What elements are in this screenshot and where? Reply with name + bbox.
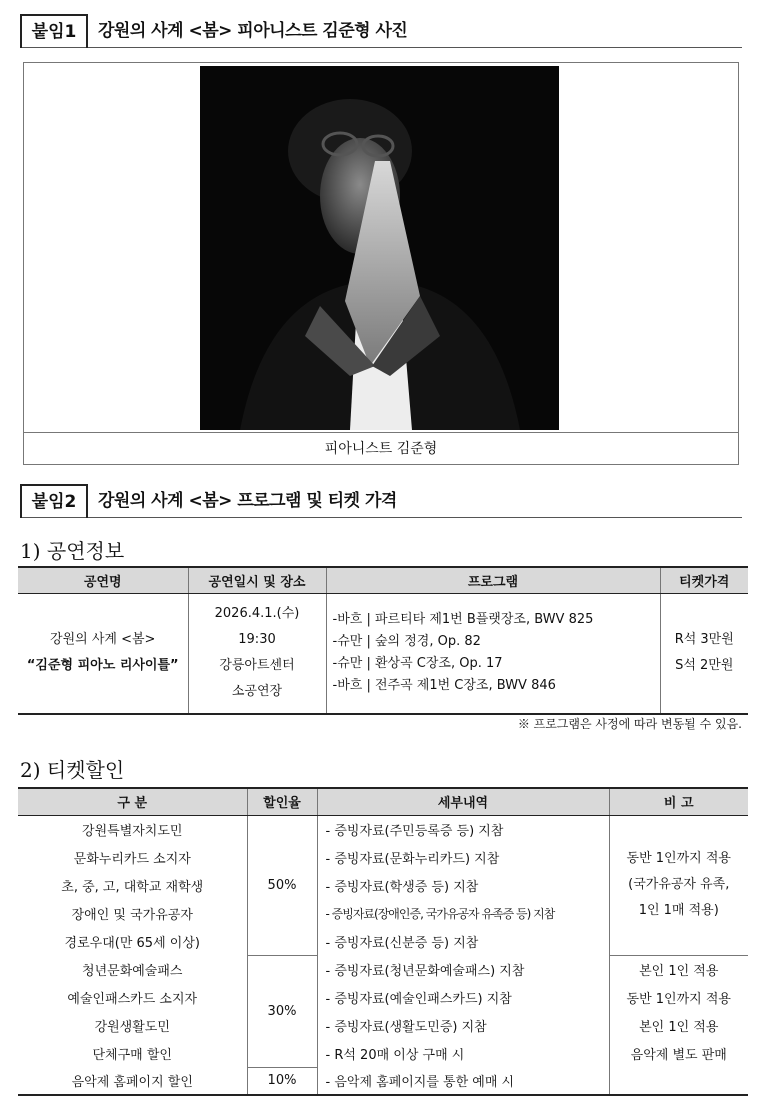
perf-col-program: 프로그램	[326, 567, 660, 593]
disc-category: 음악제 홈페이지 할인	[18, 1067, 247, 1095]
section1-header	[20, 14, 742, 48]
disc-category: 예술인패스카드 소지자	[67, 991, 198, 1007]
disc-rate-30: 30%	[247, 955, 317, 1067]
table-row	[18, 955, 748, 983]
perf-time: 19:30	[238, 632, 276, 648]
perf-name-line2: “김준형 피아노 리사이틀”	[26, 658, 179, 674]
perf-venue1: 강릉아트센터	[219, 658, 295, 674]
disc-detail: - 증빙자료(장애인증, 국가유공자 유족증 등) 지참	[317, 899, 609, 927]
perf-venue2: 소공연장	[231, 684, 283, 700]
disc-detail: - 증빙자료(생활도민증) 지참	[317, 1011, 609, 1039]
disc-detail: - 증빙자료(학생증 등) 지참	[317, 871, 609, 899]
perf-heading: 1) 공연정보	[20, 539, 125, 563]
perf-col-price: 티켓가격	[660, 567, 748, 593]
perf-price-cell	[660, 593, 748, 714]
disc-note-c: 동반 1인까지 적용	[609, 983, 748, 1011]
section1-title: 강원의 사계 <봄> 피아니스트 김준형 사진	[98, 21, 408, 41]
perf-name-line1: 강원의 사계 <봄>	[50, 632, 156, 648]
disc-rate-10: 10%	[247, 1067, 317, 1095]
disc-col-note: 비 고	[609, 788, 748, 815]
disc-note-e: 음악제 별도 판매	[609, 1039, 748, 1067]
disc-category: 강원생활도민	[94, 1019, 170, 1035]
disc-rate-50: 50%	[247, 815, 317, 955]
perf-col-datetime: 공연일시 및 장소	[188, 567, 326, 593]
perf-col-name: 공연명	[18, 567, 188, 593]
disc-note-a1: 동반 1인까지 적용	[626, 851, 731, 866]
disc-note-empty	[609, 1067, 748, 1095]
disc-note-a2: (국가유공자 유족,	[628, 877, 730, 892]
disc-category: 단체구매 할인	[92, 1047, 172, 1063]
table-row	[18, 983, 748, 1011]
perf-row	[18, 593, 748, 714]
disc-col-detail: 세부내역	[317, 788, 609, 815]
disc-col-rate: 할인율	[247, 788, 317, 815]
disc-detail: - 증빙자료(예술인패스카드) 지참	[317, 983, 609, 1011]
section2-header	[20, 484, 742, 518]
disc-heading: 2) 티켓할인	[20, 758, 125, 782]
program-item: -슈만 | 숲의 정경, Op. 82	[332, 634, 481, 650]
disc-category: 초, 중, 고, 대학교 재학생	[61, 879, 204, 895]
disc-detail: - 증빙자료(주민등록증 등) 지참	[317, 815, 609, 843]
disc-detail: - 음악제 홈페이지를 통한 예매 시	[317, 1067, 609, 1095]
perf-name-cell	[18, 593, 188, 714]
table-row	[18, 1039, 748, 1067]
disc-category: 장애인 및 국가유공자	[71, 907, 193, 923]
program-item: -바흐 | 전주곡 제1번 C장조, BWV 846	[332, 678, 556, 694]
disc-detail: - 증빙자료(문화누리카드) 지참	[317, 843, 609, 871]
discount-table	[18, 787, 748, 1096]
perf-program-cell	[326, 593, 660, 714]
program-item: -바흐 | 파르티타 제1번 B플랫장조, BWV 825	[332, 612, 594, 628]
disc-col-category: 구 분	[18, 788, 247, 815]
photo-caption: 피아니스트 김준형	[23, 432, 739, 465]
disc-category: 강원특별자치도민	[82, 823, 183, 839]
section2-title: 강원의 사계 <봄> 프로그램 및 티켓 가격	[98, 491, 397, 511]
disc-detail: - 증빙자료(신분증 등) 지참	[317, 927, 609, 955]
perf-datetime-cell	[188, 593, 326, 714]
program-item: -슈만 | 환상곡 C장조, Op. 17	[332, 656, 503, 672]
pianist-silhouette-image	[200, 66, 559, 430]
disc-note-b: 본인 1인 적용	[609, 955, 748, 983]
price-s: S석 2만원	[675, 658, 734, 674]
disc-detail: - R석 20매 이상 구매 시	[317, 1039, 609, 1067]
table-row	[18, 1067, 748, 1095]
disc-header-row	[18, 788, 748, 815]
perf-header-row	[18, 567, 748, 593]
pianist-photo	[200, 66, 559, 430]
disc-note-a	[609, 815, 748, 955]
disc-category: 문화누리카드 소지자	[73, 851, 191, 867]
section1-tag: 붙임1	[20, 14, 88, 48]
price-r: R석 3만원	[674, 632, 734, 648]
program-change-note: ※ 프로그램은 사정에 따라 변동될 수 있음.	[517, 717, 742, 731]
disc-detail: - 증빙자료(청년문화예술패스) 지참	[317, 955, 609, 983]
performance-table	[18, 566, 748, 715]
disc-note-d: 본인 1인 적용	[609, 1011, 748, 1039]
section2-tag: 붙임2	[20, 484, 88, 518]
table-row	[18, 815, 748, 843]
disc-category: 청년문화예술패스	[82, 963, 183, 979]
disc-note-a3: 1인 1매 적용)	[638, 903, 719, 918]
table-row	[18, 1011, 748, 1039]
disc-category: 경로우대(만 65세 이상)	[64, 935, 200, 951]
perf-date: 2026.4.1.(수)	[214, 606, 300, 622]
